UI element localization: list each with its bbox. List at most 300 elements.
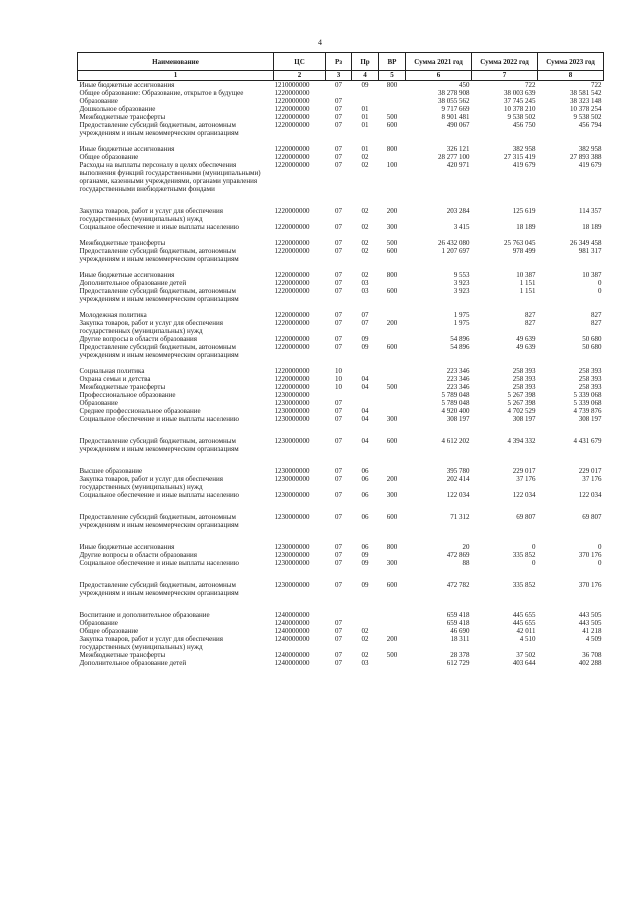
row-name: Другие вопросы в области образования [79,335,198,343]
row-name: Охрана семьи и детства [79,375,151,383]
row-sum-2023: 308 197 [578,415,602,423]
row-name: Образование [79,399,118,407]
row-rz [326,611,352,619]
row-pr: 02 [361,161,369,169]
row-vr [379,407,406,415]
row-name: Предоставление субсидий бюджетным, автономным учреждениям и иным некоммерческим организациям [79,343,239,359]
spacer-cell [78,453,604,467]
table-row [78,391,604,399]
page-number: 4 [318,38,322,47]
row-rz: 07 [335,543,342,551]
row-sum-2022: 25 763 045 [504,239,536,247]
row-sum-2021: 38 055 562 [438,97,470,105]
row-sum-2023: 5 339 068 [573,391,602,399]
row-sum-2023: 122 034 [578,491,602,499]
row-name: Иные бюджетные ассигнования [79,543,175,551]
row-sum-2022: 38 003 639 [504,89,536,97]
row-vr: 500 [386,239,398,247]
table-row [78,81,604,90]
row-sum-2022: 4 702 529 [507,407,536,415]
row-sum-2022: 403 644 [512,659,536,667]
row-pr: 03 [361,659,369,667]
row-sum-2022: 27 315 419 [504,153,536,161]
row-sum-2021: 28 277 100 [438,153,470,161]
row-sum-2022: 445 655 [512,619,536,627]
row-sum-2021: 420 971 [446,161,470,169]
row-sum-2022: 37 176 [516,475,536,483]
table-row [78,223,604,231]
row-pr: 02 [361,207,369,215]
table-row [78,335,604,343]
row-rz: 07 [335,407,342,415]
row-sum-2023: 4 431 679 [573,437,602,445]
row-pr: 09 [361,335,369,343]
row-sum-2021: 20 [462,543,470,551]
row-cs: 1230000000 [274,551,310,559]
row-sum-2022: 0 [532,559,536,567]
row-pr: 09 [361,559,369,567]
row-name: Общее образование: Образование, открытое в будущее [79,89,244,97]
row-rz: 07 [335,239,342,247]
row-pr [352,619,379,627]
row-rz: 07 [335,105,342,113]
row-sum-2023: 4 739 876 [573,407,602,415]
row-sum-2021: 612 729 [446,659,470,667]
row-sum-2021: 326 121 [446,145,470,153]
row-rz [326,391,352,399]
row-vr: 300 [386,223,398,231]
row-pr: 01 [361,113,369,121]
row-vr [379,105,406,113]
table-row [78,367,604,375]
spacer-cell [78,597,604,611]
row-sum-2022: 0 [532,543,536,551]
spacer-cell [78,359,604,367]
table-row [78,627,604,635]
row-cs: 1210000000 [274,81,310,89]
spacer-cell [78,423,604,437]
row-sum-2023: 50 680 [582,335,602,343]
row-name: Социальное обеспечение и иные выплаты населению [79,491,239,499]
row-pr: 03 [361,279,369,287]
row-cs: 1220000000 [274,343,310,351]
row-spacer [78,597,604,611]
row-vr: 600 [386,513,398,521]
row-vr [379,399,406,407]
row-name: Предоставление субсидий бюджетным, автономным учреждениям и иным некоммерческим организациям [79,247,239,263]
row-sum-2022: 419 679 [512,161,536,169]
row-spacer [78,303,604,311]
row-name: Закупка товаров, работ и услуг для обеспечения государственных (муниципальных) нужд [79,475,223,491]
row-name: Иные бюджетные ассигнования [79,145,175,153]
table-row [78,239,604,247]
row-cs: 1220000000 [274,207,310,215]
row-pr [352,399,379,407]
row-cs: 1220000000 [274,161,310,169]
row-pr: 02 [361,223,369,231]
row-pr: 06 [361,467,369,475]
row-vr: 300 [386,415,398,423]
row-sum-2022: 10 387 [516,271,536,279]
row-pr [352,391,379,399]
row-sum-2022: 382 958 [512,145,536,153]
row-sum-2021: 1 975 [453,319,470,327]
row-pr: 06 [361,543,369,551]
column-number: 5 [379,71,406,81]
row-sum-2021: 1 975 [453,311,470,319]
row-sum-2023: 443 505 [578,619,602,627]
row-rz: 07 [335,161,342,169]
row-vr: 800 [386,271,398,279]
row-sum-2022: 125 619 [512,207,536,215]
row-cs: 1220000000 [274,335,310,343]
row-pr: 06 [361,475,369,483]
row-pr: 04 [361,375,369,383]
row-cs: 1220000000 [274,271,310,279]
row-rz: 10 [335,367,342,375]
row-sum-2023: 258 393 [578,375,602,383]
row-sum-2023: 0 [598,287,602,295]
row-vr: 600 [386,247,398,255]
row-sum-2023: 402 288 [578,659,602,667]
row-sum-2023: 50 680 [582,343,602,351]
table-row [78,399,604,407]
row-rz: 07 [335,207,342,215]
row-cs: 1230000000 [274,581,310,589]
row-pr: 07 [361,311,369,319]
row-rz: 07 [335,287,342,295]
row-sum-2023: 9 538 502 [573,113,602,121]
row-sum-2021: 490 067 [446,121,470,129]
row-sum-2021: 450 [459,81,470,89]
header-rz: Рз [326,53,352,71]
row-cs: 1230000000 [274,407,310,415]
spacer-cell [78,193,604,207]
row-sum-2023: 370 176 [578,581,602,589]
row-sum-2021: 54 896 [450,343,470,351]
row-sum-2023: 69 807 [582,513,602,521]
table-row [78,207,604,223]
row-sum-2023: 229 017 [578,467,602,475]
row-sum-2022: 49 639 [516,343,536,351]
row-vr: 100 [386,161,398,169]
row-vr [379,391,406,399]
row-cs: 1220000000 [274,145,310,153]
row-sum-2023: 382 958 [578,145,602,153]
table-row [78,343,604,359]
table-row [78,247,604,263]
row-name: Закупка товаров, работ и услуг для обеспечения государственных (муниципальных) нужд [79,635,223,651]
spacer-cell [78,263,604,271]
row-rz: 07 [335,81,342,89]
row-name: Межбюджетные трансферты [79,113,166,121]
row-sum-2022: 4 510 [519,635,536,643]
row-sum-2021: 223 346 [446,383,470,391]
row-sum-2021: 54 896 [450,335,470,343]
row-cs: 1230000000 [274,543,310,551]
row-sum-2021: 5 789 048 [441,399,470,407]
row-sum-2023: 4 509 [585,635,602,643]
row-pr [352,367,379,375]
row-sum-2022: 445 655 [512,611,536,619]
spacer-cell [78,137,604,145]
row-name: Межбюджетные трансферты [79,383,166,391]
row-sum-2023: 0 [598,543,602,551]
header-cs: ЦС [274,53,326,71]
row-name: Высшее образование [79,467,143,475]
row-sum-2022: 258 393 [512,367,536,375]
row-rz: 07 [335,279,342,287]
row-sum-2021: 472 782 [446,581,470,589]
row-rz [326,89,352,97]
row-rz: 07 [335,121,342,129]
row-rz: 07 [335,153,342,161]
row-rz: 07 [335,559,342,567]
row-name: Дополнительное образование детей [79,279,187,287]
row-sum-2022: 827 [525,319,536,327]
row-cs: 1220000000 [274,367,310,375]
row-sum-2023: 443 505 [578,611,602,619]
row-rz: 07 [335,627,342,635]
table-row [78,635,604,651]
column-number: 2 [274,71,326,81]
row-sum-2021: 9 553 [453,271,470,279]
column-number-row [78,71,604,81]
row-sum-2023: 0 [598,559,602,567]
row-pr: 04 [361,407,369,415]
row-pr: 09 [361,81,369,89]
row-rz: 07 [335,113,342,121]
row-sum-2023: 827 [591,311,602,319]
column-number: 7 [472,71,538,81]
row-pr: 03 [361,287,369,295]
row-sum-2021: 38 278 908 [438,89,470,97]
table-row [78,105,604,113]
row-cs: 1220000000 [274,153,310,161]
row-cs: 1230000000 [274,491,310,499]
table-row [78,287,604,303]
row-pr [352,97,379,105]
header-pr: Пр [352,53,379,71]
row-spacer [78,423,604,437]
row-sum-2023: 38 581 542 [570,89,602,97]
row-vr: 500 [386,651,398,659]
row-cs: 1220000000 [274,287,310,295]
row-sum-2021: 308 197 [446,415,470,423]
row-sum-2022: 69 807 [516,513,536,521]
row-pr: 04 [361,437,369,445]
row-pr [352,611,379,619]
row-sum-2021: 46 690 [450,627,470,635]
row-vr [379,375,406,383]
table-row [78,383,604,391]
row-sum-2023: 370 176 [578,551,602,559]
header-sum-2021: Сумма 2021 год [406,53,472,71]
row-sum-2022: 229 017 [512,467,536,475]
row-sum-2023: 419 679 [578,161,602,169]
spacer-cell [78,529,604,543]
row-pr: 01 [361,145,369,153]
row-sum-2021: 223 346 [446,375,470,383]
row-cs: 1230000000 [274,399,310,407]
row-name: Образование [79,619,118,627]
row-pr: 01 [361,121,369,129]
row-name: Предоставление субсидий бюджетным, автономным учреждениям и иным некоммерческим организациям [79,581,239,597]
row-name: Общее образование [79,627,139,635]
table-row [78,581,604,597]
row-name: Межбюджетные трансферты [79,239,166,247]
row-sum-2023: 981 317 [578,247,602,255]
row-name: Предоставление субсидий бюджетным, автономным учреждениям и иным некоммерческим организациям [79,437,239,453]
row-sum-2023: 27 893 388 [570,153,602,161]
column-number: 3 [326,71,352,81]
row-sum-2021: 28 378 [450,651,470,659]
row-vr: 200 [386,319,398,327]
row-pr: 04 [361,383,369,391]
row-vr: 800 [386,543,398,551]
row-sum-2021: 5 789 048 [441,391,470,399]
table-row [78,551,604,559]
row-sum-2021: 1 207 697 [441,247,470,255]
row-rz: 07 [335,247,342,255]
row-sum-2021: 202 414 [446,475,470,483]
row-sum-2021: 4 612 202 [441,437,470,445]
row-pr: 01 [361,105,369,113]
row-cs: 1220000000 [274,311,310,319]
row-sum-2022: 18 189 [516,223,536,231]
row-rz: 07 [335,651,342,659]
row-pr: 02 [361,651,369,659]
row-sum-2021: 3 415 [453,223,470,231]
column-number: 1 [78,71,274,81]
row-vr: 600 [386,343,398,351]
table-row [78,611,604,619]
row-name: Дополнительное образование детей [79,659,187,667]
row-pr: 09 [361,581,369,589]
row-cs: 1230000000 [274,559,310,567]
row-vr [379,467,406,475]
row-sum-2023: 827 [591,319,602,327]
table-row [78,559,604,567]
row-sum-2023: 26 349 458 [570,239,602,247]
row-name: Социальное обеспечение и иные выплаты населению [79,223,239,231]
row-rz: 07 [335,399,342,407]
row-name: Среднее профессиональное образование [79,407,201,415]
table-row [78,619,604,627]
row-sum-2023: 38 323 148 [570,97,602,105]
row-sum-2023: 18 189 [582,223,602,231]
row-cs: 1230000000 [274,437,310,445]
row-sum-2021: 3 923 [453,279,470,287]
row-vr [379,89,406,97]
row-sum-2022: 49 639 [516,335,536,343]
row-sum-2022: 5 267 398 [507,391,536,399]
row-sum-2023: 258 393 [578,383,602,391]
row-name: Дошкольное образование [79,105,156,113]
row-pr: 02 [361,247,369,255]
row-pr: 06 [361,513,369,521]
row-rz: 07 [335,319,342,327]
row-vr: 500 [386,113,398,121]
row-spacer [78,263,604,271]
row-sum-2023: 114 357 [579,207,602,215]
row-rz: 07 [335,335,342,343]
table-row [78,437,604,453]
row-spacer [78,529,604,543]
row-cs: 1240000000 [274,611,310,619]
header-sum-2022: Сумма 2022 год [472,53,538,71]
row-spacer [78,453,604,467]
row-sum-2023: 258 393 [578,367,602,375]
row-cs: 1240000000 [274,635,310,643]
row-spacer [78,193,604,207]
table-row [78,375,604,383]
row-sum-2022: 335 852 [512,551,536,559]
row-cs: 1220000000 [274,239,310,247]
row-sum-2022: 10 378 210 [504,105,536,113]
row-sum-2023: 41 218 [582,627,602,635]
row-sum-2021: 3 923 [453,287,470,295]
row-cs: 1230000000 [274,475,310,483]
row-sum-2021: 472 869 [446,551,470,559]
header-name: Наименование [78,53,274,71]
table-row [78,513,604,529]
row-spacer [78,231,604,239]
row-rz: 07 [335,475,342,483]
table-row [78,145,604,153]
row-rz: 07 [335,415,342,423]
header-sum-2023: Сумма 2023 год [538,53,604,71]
row-vr: 600 [386,581,398,589]
row-sum-2021: 659 418 [446,619,470,627]
header-vr: ВР [379,53,406,71]
row-spacer [78,567,604,581]
row-vr [379,367,406,375]
table-row [78,161,604,193]
row-name: Общее образование [79,153,139,161]
row-rz: 07 [335,467,342,475]
row-sum-2022: 978 499 [512,247,536,255]
row-name: Предоставление субсидий бюджетным, автономным учреждениям и иным некоммерческим организациям [79,121,239,137]
row-cs: 1220000000 [274,223,310,231]
row-vr [379,97,406,105]
row-sum-2022: 335 852 [512,581,536,589]
row-pr: 02 [361,627,369,635]
row-vr [379,551,406,559]
row-sum-2022: 37 745 245 [504,97,536,105]
row-sum-2021: 4 920 400 [441,407,470,415]
row-vr [379,627,406,635]
row-pr: 09 [361,343,369,351]
row-pr: 06 [361,491,369,499]
row-sum-2021: 122 034 [446,491,470,499]
table-row [78,475,604,491]
row-sum-2023: 36 708 [582,651,602,659]
row-cs: 1220000000 [274,89,310,97]
row-vr [379,619,406,627]
table-row [78,319,604,335]
row-vr: 500 [386,383,398,391]
row-name: Предоставление субсидий бюджетным, автономным учреждениям и иным некоммерческим организациям [79,513,239,529]
row-name: Профессиональное образование [79,391,176,399]
row-rz: 07 [335,491,342,499]
row-pr: 02 [361,271,369,279]
row-vr [379,279,406,287]
row-vr [379,153,406,161]
row-vr [379,611,406,619]
row-name: Социальное обеспечение и иные выплаты населению [79,415,239,423]
row-sum-2022: 308 197 [512,415,536,423]
